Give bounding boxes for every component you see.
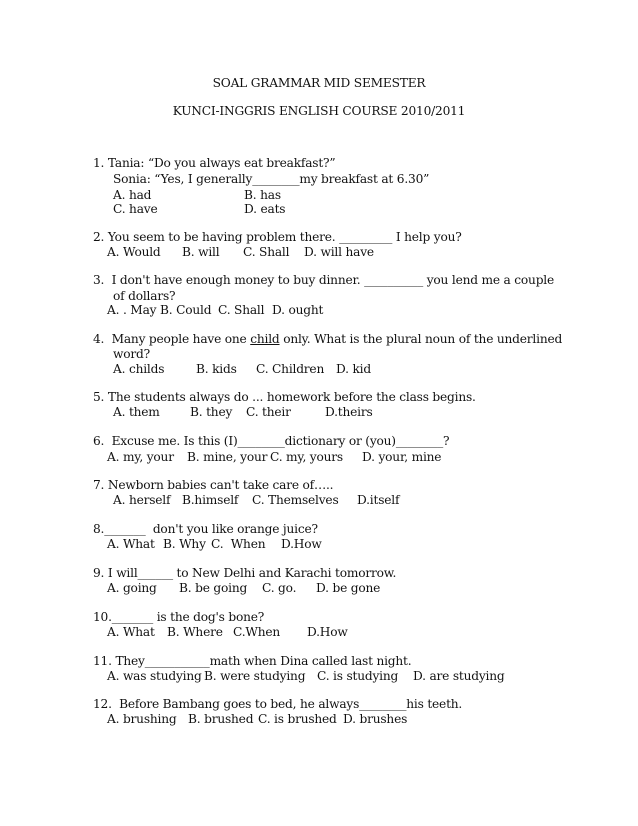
q10-option-b: B. Where [167, 625, 223, 639]
q8-option-a: A. What [107, 537, 155, 551]
q12-option-c: C. is brushed [258, 712, 337, 726]
q7-option-c: C. Themselves [252, 493, 339, 507]
q7-option-a: A. herself [113, 493, 171, 507]
question-1-dialogue: Sonia: “Yes, I generally________my breakfast at 6.30” [113, 172, 430, 186]
q7-option-d: D.itself [357, 493, 400, 507]
q12-option-d: D. brushes [343, 712, 408, 726]
question-2: 2. You seem to be having problem there. _________ I help you? [93, 230, 462, 244]
q11-option-d: D. are studying [413, 669, 505, 683]
q3-option-c: C. Shall [218, 303, 265, 317]
q4-option-c: C. Children [256, 362, 325, 376]
q11-option-c: C. is studying [317, 669, 399, 683]
q4-option-d: D. kid [336, 362, 371, 376]
question-5: 5. The students always do ... homework before the class begins. [93, 390, 476, 404]
q10-option-d: D.How [307, 625, 348, 639]
question-11: 11. They___________math when Dina called last night. [93, 654, 412, 668]
q7-option-b: B.himself [182, 493, 239, 507]
q6-option-b: B. mine, your [187, 450, 268, 464]
underlined-word: child [250, 332, 280, 346]
q4-option-b: B. kids [196, 362, 237, 376]
q3-option-b: B. Could [160, 303, 212, 317]
q1-option-d: D. eats [244, 202, 286, 216]
question-4 [93, 332, 562, 346]
q5-option-c: C. their [246, 405, 291, 419]
q1-option-c: C. have [113, 202, 158, 216]
question-10: 10._______ is the dog's bone? [93, 610, 265, 624]
q6-option-d: D. your, mine [362, 450, 442, 464]
q11-option-a: A. was studying [107, 669, 202, 683]
question-12: 12. Before Bambang goes to bed, he always________his teeth. [93, 697, 463, 711]
question-7: 7. Newborn babies can't take care of….. [93, 478, 334, 492]
question-4-text-post: only. What is the plural noun of the underlined [279, 332, 563, 346]
q3-option-a: A. . May [107, 303, 157, 317]
question-4-cont: word? [113, 347, 150, 361]
q3-option-d: D. ought [272, 303, 324, 317]
q5-option-a: A. them [113, 405, 160, 419]
q2-option-d: D. will have [304, 245, 374, 259]
q10-option-a: A. What [107, 625, 155, 639]
q10-option-c: C.When [233, 625, 281, 639]
q6-option-a: A. my, your [107, 450, 174, 464]
question-1: 1. Tania: “Do you always eat breakfast?” [93, 156, 336, 170]
q8-option-c: C. When [211, 537, 266, 551]
q12-option-b: B. brushed [188, 712, 254, 726]
q5-option-b: B. they [190, 405, 233, 419]
question-8: 8._______ don't you like orange juice? [93, 522, 318, 536]
q9-option-b: B. be going [179, 581, 248, 595]
question-9: 9. I will______ to New Delhi and Karachi tomorrow. [93, 566, 397, 580]
q9-option-a: A. going [107, 581, 157, 595]
page-title: SOAL GRAMMAR MID SEMESTER [212, 76, 426, 90]
question-3: 3. I don't have enough money to buy dinner. __________ you lend me a couple [93, 273, 555, 287]
q8-option-d: D.How [281, 537, 322, 551]
q6-option-c: C. my, yours [270, 450, 343, 464]
question-4-text-pre: 4. Many people have one [93, 332, 251, 346]
q2-option-c: C. Shall [243, 245, 290, 259]
q12-option-a: A. brushing [107, 712, 177, 726]
q8-option-b: B. Why [163, 537, 206, 551]
q11-option-b: B. were studying [204, 669, 306, 683]
q9-option-c: C. go. [262, 581, 297, 595]
q9-option-d: D. be gone [316, 581, 381, 595]
q1-option-b: B. has [244, 188, 281, 202]
q4-option-a: A. childs [113, 362, 165, 376]
q5-option-d: D.theirs [325, 405, 373, 419]
page-subtitle: KUNCI-INGGRIS ENGLISH COURSE 2010/2011 [172, 104, 466, 118]
q2-option-a: A. Would [107, 245, 161, 259]
question-6: 6. Excuse me. Is this (I)________dictionary or (you)________? [93, 434, 450, 448]
q1-option-a: A. had [113, 188, 152, 202]
q2-option-b: B. will [182, 245, 220, 259]
question-3-cont: of dollars? [113, 289, 176, 303]
